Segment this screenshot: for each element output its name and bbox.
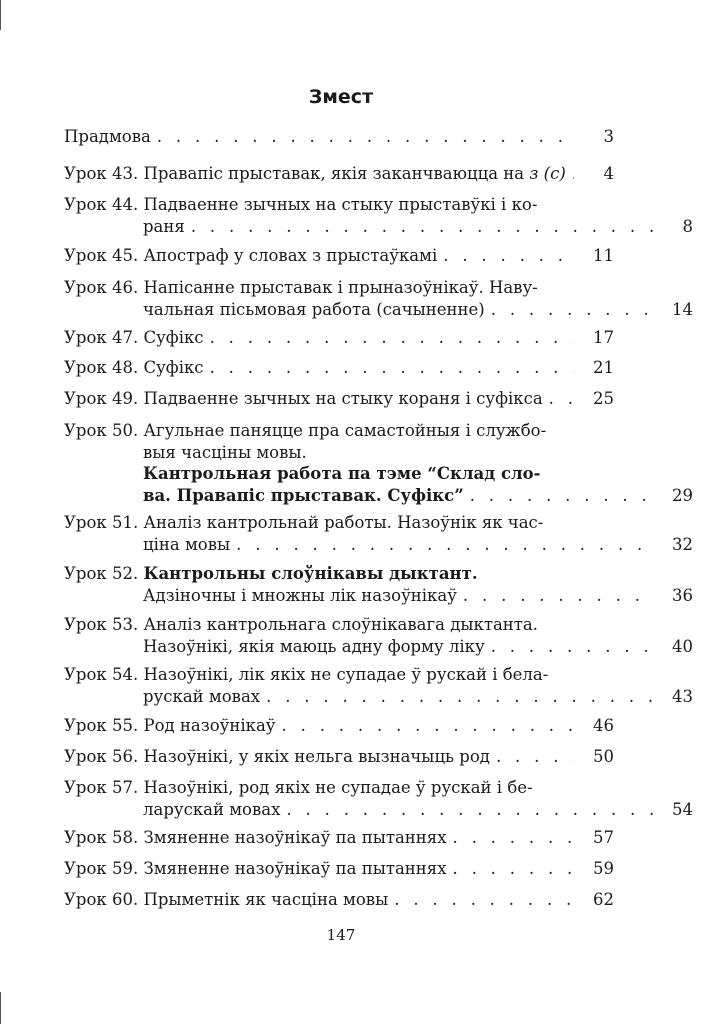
toc-entry-page: 36 <box>672 585 693 605</box>
lesson-number: Урок 48. <box>64 358 139 377</box>
toc-entry-label: Назоўнікі, лік якіх не супадае ў рускай і бела- <box>143 665 549 684</box>
toc-entry-page: 32 <box>672 534 693 554</box>
toc-entry-page: 11 <box>593 246 614 265</box>
leader-dots <box>280 799 653 821</box>
toc-entry-u50 <box>64 420 693 506</box>
toc-entry-label-bold: Кантрольны слоўнікавы дыктант. <box>143 564 478 583</box>
toc-entry-page: 46 <box>593 716 614 735</box>
lesson-number: Урок 49. <box>64 389 139 408</box>
toc-entry-label: раня <box>143 216 185 236</box>
toc-entry-page: 4 <box>603 164 614 183</box>
toc-entry-u46 <box>64 277 693 320</box>
lesson-number: Урок 47. <box>64 328 139 347</box>
leader-dots <box>447 827 575 849</box>
leader-dots <box>437 245 574 267</box>
toc-entry-page: 3 <box>603 127 614 146</box>
leader-dots <box>464 485 653 507</box>
toc-entry-label: Суфікс <box>143 358 204 377</box>
lesson-number: Урок 57. <box>64 778 139 797</box>
toc-entry-u60 <box>64 889 614 911</box>
leader-dots <box>185 216 653 238</box>
lesson-number: Урок 56. <box>64 747 139 766</box>
toc-entry-label: Род назоўнікаў <box>143 716 276 735</box>
lesson-number: Урок 51. <box>64 513 139 532</box>
leader-dots <box>388 889 574 911</box>
leader-dots <box>457 585 653 607</box>
toc-entry-page: 21 <box>593 358 614 377</box>
toc-entry-intro <box>64 126 614 148</box>
toc-entry-label: Суфікс <box>143 328 204 347</box>
toc-entry-page: 25 <box>593 389 614 408</box>
toc-entry-label: чальная пісьмовая работа (сачыненне) <box>143 299 485 319</box>
toc-entry-u45 <box>64 245 614 267</box>
toc-entry-label: Агульнае паняцце пра самастойныя і службо- <box>143 421 547 440</box>
toc-entry-label: Падваенне зычных на стыку прыставўкі і ко- <box>143 195 538 214</box>
lesson-number: Урок 60. <box>64 890 139 909</box>
toc-entry-label: Адзіночны і множны лік назоўнікаў <box>143 585 457 605</box>
toc-entry-label: Падваенне зычных на стыку кораня і суфікса <box>143 389 543 408</box>
toc-entry-u49 <box>64 388 614 410</box>
toc-entry-page: 17 <box>593 328 614 347</box>
leader-dots <box>204 357 574 379</box>
toc-entry-page: 40 <box>672 636 693 656</box>
toc-entry-page: 50 <box>593 747 614 766</box>
toc-entry-page: 43 <box>672 686 693 706</box>
toc-entry-label: Прадмова <box>64 127 151 146</box>
leader-dots <box>485 299 653 321</box>
leader-dots <box>230 534 653 556</box>
toc-entry-page: 62 <box>593 890 614 909</box>
toc-entry-label: Змяненне назоўнікаў па пытаннях <box>143 828 447 847</box>
toc-entry-page: 54 <box>672 799 693 819</box>
toc-entry-u47 <box>64 327 614 349</box>
toc-entry-label: Назоўнікі, род якіх не супадае ў рускай і бе- <box>143 778 533 797</box>
leader-dots <box>151 126 574 148</box>
lesson-number: Урок 43. <box>64 164 139 183</box>
lesson-number: Урок 53. <box>64 615 139 634</box>
toc-entry-u48 <box>64 357 614 379</box>
page-number: 147 <box>326 926 356 944</box>
toc-entry-label-bold: ва. Правапіс прыставак. Суфікс” <box>143 485 464 505</box>
leader-dots <box>566 163 574 185</box>
toc-entry-u54 <box>64 664 693 707</box>
leader-dots <box>276 715 574 737</box>
leader-dots <box>447 858 575 880</box>
lesson-number: Урок 52. <box>64 564 139 583</box>
leader-dots <box>543 388 574 410</box>
toc-entry-label-bold: Кантрольная работа па тэме “Склад сло- <box>143 464 541 483</box>
toc-entry-label: Назоўнікі, у якіх нельга вызначыць род <box>143 747 490 766</box>
crop-mark-bottom <box>0 992 1 1024</box>
toc-entry-u43 <box>64 163 614 185</box>
toc-entry-page: 59 <box>593 859 614 878</box>
leader-dots <box>204 327 574 349</box>
toc-entry-u58 <box>64 827 614 849</box>
toc-entry-u56 <box>64 746 614 768</box>
toc-entry-page: 14 <box>672 299 693 319</box>
toc-entry-label: Напісанне прыставак і прыназоўнікаў. Наву- <box>143 278 538 297</box>
toc-entry-label: ларускай мовах <box>143 799 281 819</box>
toc-entry-label: выя часціны мовы. <box>143 442 307 462</box>
lesson-number: Урок 59. <box>64 859 139 878</box>
lesson-number: Урок 58. <box>64 828 139 847</box>
lesson-number: Урок 44. <box>64 195 139 214</box>
toc-entry-u44 <box>64 194 693 237</box>
lesson-number: Урок 45. <box>64 246 139 265</box>
toc-entry-label: ціна мовы <box>143 534 231 554</box>
page-title: Змест <box>308 86 374 108</box>
toc-entry-u55 <box>64 715 614 737</box>
leader-dots <box>485 636 653 658</box>
toc-entry-label: Змяненне назоўнікаў па пытаннях <box>143 859 447 878</box>
leader-dots <box>490 746 574 768</box>
toc-entry-u51 <box>64 512 693 555</box>
toc-entry-u59 <box>64 858 614 880</box>
toc-entry-label: Правапіс прыставак, якія заканчваюцца на <box>143 164 525 183</box>
toc-entry-label: Аналіз кантрольнага слоўнікавага дыктанта. <box>143 615 539 634</box>
toc-entry-u57 <box>64 777 693 820</box>
toc-entry-label: Апостраф у словах з прыстаўкамі <box>143 246 438 265</box>
lesson-number: Урок 46. <box>64 278 139 297</box>
crop-mark-top <box>0 0 1 30</box>
toc-entry-label: Назоўнікі, якія маюць адну форму ліку <box>143 636 485 656</box>
leader-dots <box>260 686 653 708</box>
toc-entry-page: 8 <box>682 216 693 236</box>
toc-entry-u52 <box>64 563 693 606</box>
lesson-number: Урок 55. <box>64 716 139 735</box>
toc-entry-label: Прыметнік як часціна мовы <box>143 890 389 909</box>
toc-entry-u53 <box>64 614 693 657</box>
lesson-number: Урок 50. <box>64 421 139 440</box>
toc-entry-label: рускай мовах <box>143 686 261 706</box>
lesson-number: Урок 54. <box>64 665 139 684</box>
toc-entry-page: 57 <box>593 828 614 847</box>
toc-entry-label: Аналіз кантрольнай работы. Назоўнік як час- <box>143 513 544 532</box>
toc-entry-label-italic: з (с) <box>529 164 566 183</box>
toc-entry-page: 29 <box>672 485 693 505</box>
